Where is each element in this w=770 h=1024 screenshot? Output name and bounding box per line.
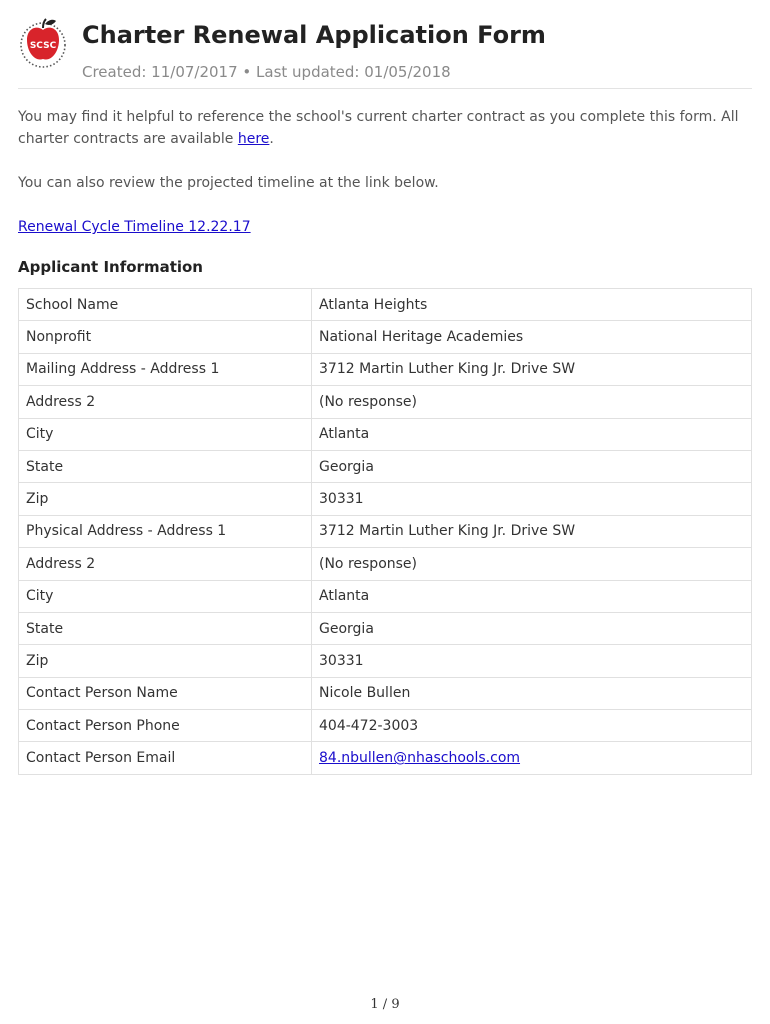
- table-row: [19, 515, 752, 547]
- row-value: Atlanta: [312, 580, 752, 612]
- row-value: (No response): [312, 548, 752, 580]
- table-row: [19, 710, 752, 742]
- apple-logo-icon: [18, 16, 68, 70]
- page-subtitle: Created: 11/07/2017 • Last updated: 01/05/2018: [82, 63, 451, 81]
- table-row: [19, 548, 752, 580]
- row-label: Mailing Address - Address 1: [19, 353, 312, 385]
- row-label: School Name: [19, 289, 312, 321]
- row-value: Nicole Bullen: [312, 677, 752, 709]
- contact-email-link[interactable]: 84.nbullen@nhaschools.com: [319, 750, 521, 767]
- row-value: Atlanta: [312, 418, 752, 450]
- intro-text-end: .: [269, 131, 274, 147]
- row-label: State: [19, 612, 312, 644]
- row-value: 3712 Martin Luther King Jr. Drive SW: [312, 353, 752, 385]
- table-row: [19, 353, 752, 385]
- renewal-timeline-link[interactable]: Renewal Cycle Timeline 12.22.17: [18, 219, 251, 235]
- row-value: 3712 Martin Luther King Jr. Drive SW: [312, 515, 752, 547]
- table-row: [19, 418, 752, 450]
- row-label: Zip: [19, 483, 312, 515]
- row-value-cell: [312, 742, 752, 774]
- table-row: [19, 386, 752, 418]
- row-label: Contact Person Email: [19, 742, 312, 774]
- row-label: Physical Address - Address 1: [19, 515, 312, 547]
- table-row: [19, 742, 752, 774]
- row-value: 404-472-3003: [312, 710, 752, 742]
- table-row: [19, 612, 752, 644]
- page-title: Charter Renewal Application Form: [82, 21, 546, 49]
- table-row: [19, 580, 752, 612]
- intro-paragraph: [18, 106, 752, 150]
- row-label: City: [19, 580, 312, 612]
- page-header: [18, 16, 752, 89]
- row-label: Nonprofit: [19, 321, 312, 353]
- row-value: National Heritage Academies: [312, 321, 752, 353]
- row-label: Contact Person Name: [19, 677, 312, 709]
- page-number: 1 / 9: [370, 997, 400, 1012]
- row-label: Contact Person Phone: [19, 710, 312, 742]
- row-label: City: [19, 418, 312, 450]
- row-value: Georgia: [312, 612, 752, 644]
- intro-text: You may find it helpful to reference the school's current charter contract as you complete this form. All charter contracts are available: [18, 109, 739, 147]
- applicant-info-table: [18, 288, 752, 775]
- row-value: 30331: [312, 483, 752, 515]
- svg-text:SCSC: SCSC: [29, 41, 57, 51]
- table-row: [19, 645, 752, 677]
- row-value: Georgia: [312, 450, 752, 482]
- row-label: State: [19, 450, 312, 482]
- table-row: [19, 321, 752, 353]
- table-row: [19, 289, 752, 321]
- row-value: (No response): [312, 386, 752, 418]
- row-label: Zip: [19, 645, 312, 677]
- row-label: Address 2: [19, 386, 312, 418]
- table-row: [19, 483, 752, 515]
- timeline-intro: You can also review the projected timeline at the link below.: [18, 175, 439, 191]
- table-row: [19, 450, 752, 482]
- row-value: Atlanta Heights: [312, 289, 752, 321]
- table-row: [19, 677, 752, 709]
- charter-contracts-link[interactable]: here: [237, 131, 270, 147]
- row-label: Address 2: [19, 548, 312, 580]
- section-title: Applicant Information: [18, 258, 203, 276]
- row-value: 30331: [312, 645, 752, 677]
